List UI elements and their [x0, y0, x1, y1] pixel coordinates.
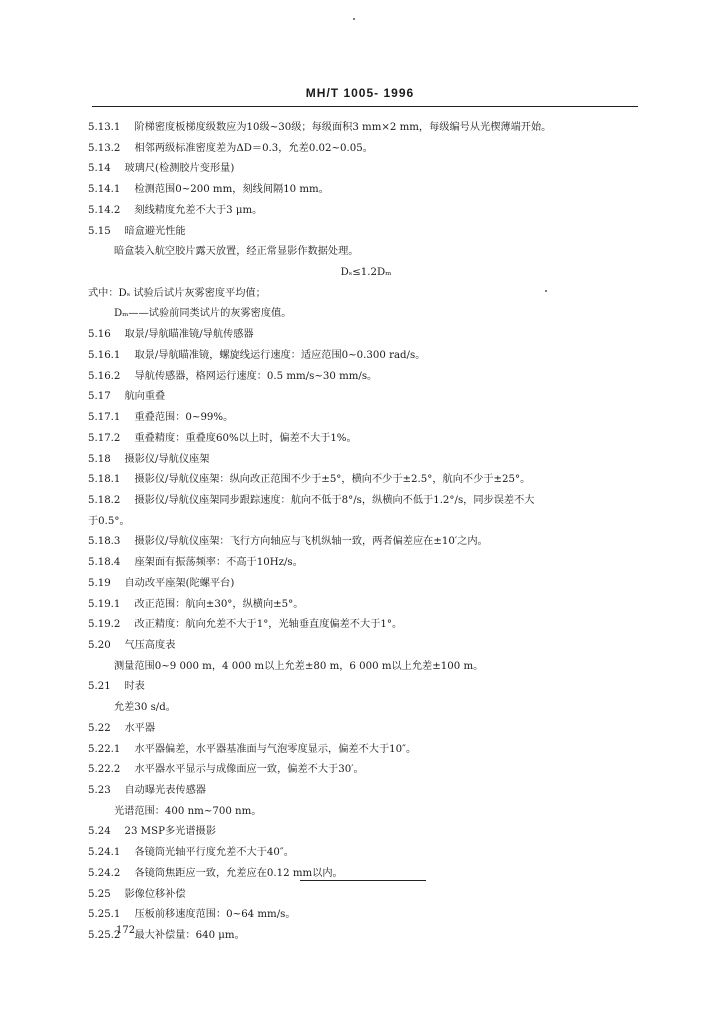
clause-number: 5.18.4 [88, 557, 121, 569]
clause-line [88, 470, 644, 491]
clause-text: 摄影仪/导航仪座架同步跟踪速度：航向不低于8°/s，纵横向不低于1.2°/s，同步误差不大 [134, 494, 535, 506]
clause-text: 改正精度：航向允差不大于1°，光轴垂直度偏差不大于1°。 [134, 619, 403, 631]
clause-line [88, 222, 644, 243]
scan-speck [545, 290, 547, 292]
clause-number: 5.24 [88, 826, 111, 838]
clause-text: 玻璃尺(检测胶片变形量) [124, 163, 235, 175]
clause-text: Dₛ≤1.2Dₘ [340, 267, 392, 279]
clause-line [88, 553, 644, 574]
clause-text: 于0.5°。 [88, 515, 130, 527]
clause-number: 5.20 [88, 639, 111, 651]
clause-number: 5.18.1 [88, 474, 121, 486]
clause-number: 5.19.2 [88, 619, 121, 631]
clause-text: 阶梯密度板梯度级数应为10级~30级；每级面积3 mm×2 mm，每级编号从光楔薄端开始。 [134, 122, 552, 133]
clause-text: 各镜筒焦距应一致，允差应在0.12 mm以内。 [134, 867, 343, 879]
clause-number: 5.25.1 [88, 909, 121, 921]
clause-number: 5.16 [88, 329, 111, 341]
clause-line [88, 387, 644, 408]
clause-text: 取景/导航瞄准镜/导航传感器 [124, 329, 254, 341]
clause-number: 5.19 [88, 577, 111, 589]
clause-line [88, 760, 644, 781]
clause-text: 自动曝光表传感器 [124, 785, 206, 796]
clause-number: 5.21 [88, 681, 111, 693]
clause-text: 改正范围：航向±30°，纵横向±5°。 [134, 598, 304, 610]
clause-line [88, 926, 644, 947]
text-line [88, 802, 644, 823]
clause-number: 5.14.2 [88, 204, 121, 216]
clause-text: 时表 [124, 681, 145, 693]
clause-number: 5.17.1 [88, 412, 121, 424]
clause-text: 气压高度表 [124, 639, 176, 651]
clause-text: 光谱范围：400 nm~700 nm。 [114, 805, 262, 817]
clause-number: 5.25.2 [88, 930, 121, 942]
clause-text: 允差30 s/d。 [114, 702, 176, 714]
clause-number: 5.19.1 [88, 598, 121, 610]
clause-line [88, 325, 644, 346]
page-number: 172 [116, 925, 136, 936]
clause-line [88, 201, 644, 222]
clause-text: 暗盒避光性能 [124, 225, 186, 237]
clause-text: 取景/导航瞄准镜，螺旋线运行速度：适应范围0~0.300 rad/s。 [134, 349, 426, 361]
text-line [88, 698, 644, 719]
clause-text: 影像位移补偿 [124, 888, 186, 900]
clause-line [88, 781, 644, 802]
clause-number: 5.17 [88, 391, 111, 403]
clause-line [88, 159, 644, 180]
clause-text: 相邻两级标准密度差为ΔD＝0.3，允差0.02~0.05。 [134, 142, 373, 154]
clause-line [88, 595, 644, 616]
clause-number: 5.24.1 [88, 847, 121, 859]
clause-number: 5.14.1 [88, 184, 121, 196]
clause-line [88, 118, 644, 139]
clause-number: 5.18.2 [88, 494, 121, 506]
text-line [88, 263, 644, 284]
clause-text: 测量范围0~9 000 m，4 000 m以上允差±80 m，6 000 m以上允差±100 m。 [114, 660, 484, 672]
clause-line [88, 822, 644, 843]
clause-text: 压板前移速度范围：0~64 mm/s。 [134, 909, 296, 921]
clause-text: 各镜筒光轴平行度允差不大于40″。 [134, 847, 294, 859]
clause-number: 5.24.2 [88, 867, 121, 879]
clause-text: 重叠范围：0~99%。 [134, 412, 234, 424]
clause-text: 检测范围0~200 mm，刻线间隔10 mm。 [134, 184, 329, 196]
clause-text: 水平器水平显示与成像面应一致，偏差不大于30′。 [134, 764, 364, 776]
clause-text: 水平器偏差，水平器基准面与气泡零度显示，偏差不大于10″。 [134, 743, 417, 755]
clause-number: 5.22.1 [88, 743, 121, 755]
clause-number: 5.15 [88, 225, 111, 237]
clause-line [88, 574, 644, 595]
end-of-text-rule [300, 880, 426, 881]
clause-text: 摄影仪/导航仪座架：飞行方向轴应与飞机纵轴一致，两者偏差应在±10′之内。 [134, 536, 488, 548]
clause-number: 5.16.1 [88, 349, 121, 361]
clause-line [88, 532, 644, 553]
clause-text: 水平器 [124, 722, 156, 734]
clause-line [88, 740, 644, 761]
clause-number: 5.25 [88, 888, 111, 900]
text-line [88, 242, 644, 263]
text-line [88, 304, 644, 325]
clause-text: 导航传感器，格网运行速度：0.5 mm/s~30 mm/s。 [134, 370, 378, 382]
clause-number: 5.22 [88, 722, 111, 734]
clause-text: 航向重叠 [124, 391, 166, 403]
clause-number: 5.18 [88, 453, 111, 465]
clause-line [88, 180, 644, 201]
clause-line [88, 429, 644, 450]
clause-number: 5.17.2 [88, 432, 121, 444]
clause-text: 23 MSP多光谱摄影 [124, 826, 216, 838]
clause-number: 5.16.2 [88, 370, 121, 382]
clause-number: 5.22.2 [88, 764, 121, 776]
text-line [88, 284, 644, 305]
clause-line [88, 885, 644, 906]
clause-line [88, 408, 644, 429]
clause-text: 最大补偿量：640 μm。 [134, 930, 245, 942]
clause-text: 自动改平座架(陀螺平台) [124, 577, 235, 589]
clause-line [88, 677, 644, 698]
clause-line [88, 139, 644, 160]
clause-text: 摄影仪/导航仪座架 [124, 453, 210, 465]
text-line [88, 657, 644, 678]
clause-line [88, 843, 644, 864]
clause-line [88, 346, 644, 367]
clause-number: 5.13.2 [88, 142, 121, 154]
clause-text: 暗盒装入航空胶片露天放置，经正常显影作数据处理。 [114, 246, 359, 258]
clause-line [88, 636, 644, 657]
clause-line [88, 491, 644, 512]
header-rule [92, 106, 638, 107]
page-header-standard-code: MH/T 1005- 1996 [305, 86, 415, 100]
clause-line [88, 615, 644, 636]
scan-speck [353, 18, 355, 20]
clause-text: 重叠精度：重叠度60%以上时，偏差不大于1%。 [134, 432, 357, 444]
text-line [88, 512, 644, 533]
clause-line [88, 864, 644, 885]
clause-line [88, 450, 644, 471]
clause-line [88, 719, 644, 740]
clause-text: 刻线精度允差不大于3 μm。 [134, 204, 263, 216]
clause-line [88, 367, 644, 388]
clause-number: 5.13.1 [88, 122, 121, 133]
clause-text: Dₘ——试验前同类试片的灰雾密度值。 [114, 308, 292, 320]
clause-text: 摄影仪/导航仪座架：纵向改正范围不少于±5°，横向不少于±2.5°，航向不少于±25°。 [134, 474, 531, 486]
clause-text: 座架面有振荡频率：不高于10Hz/s。 [134, 557, 303, 569]
clause-text: 式中：Dₛ 试验后试片灰雾密度平均值； [88, 287, 266, 299]
clause-number: 5.18.3 [88, 536, 121, 548]
clause-number: 5.14 [88, 163, 111, 175]
clause-number: 5.23 [88, 785, 111, 796]
document-body [88, 118, 644, 947]
clause-line [88, 905, 644, 926]
